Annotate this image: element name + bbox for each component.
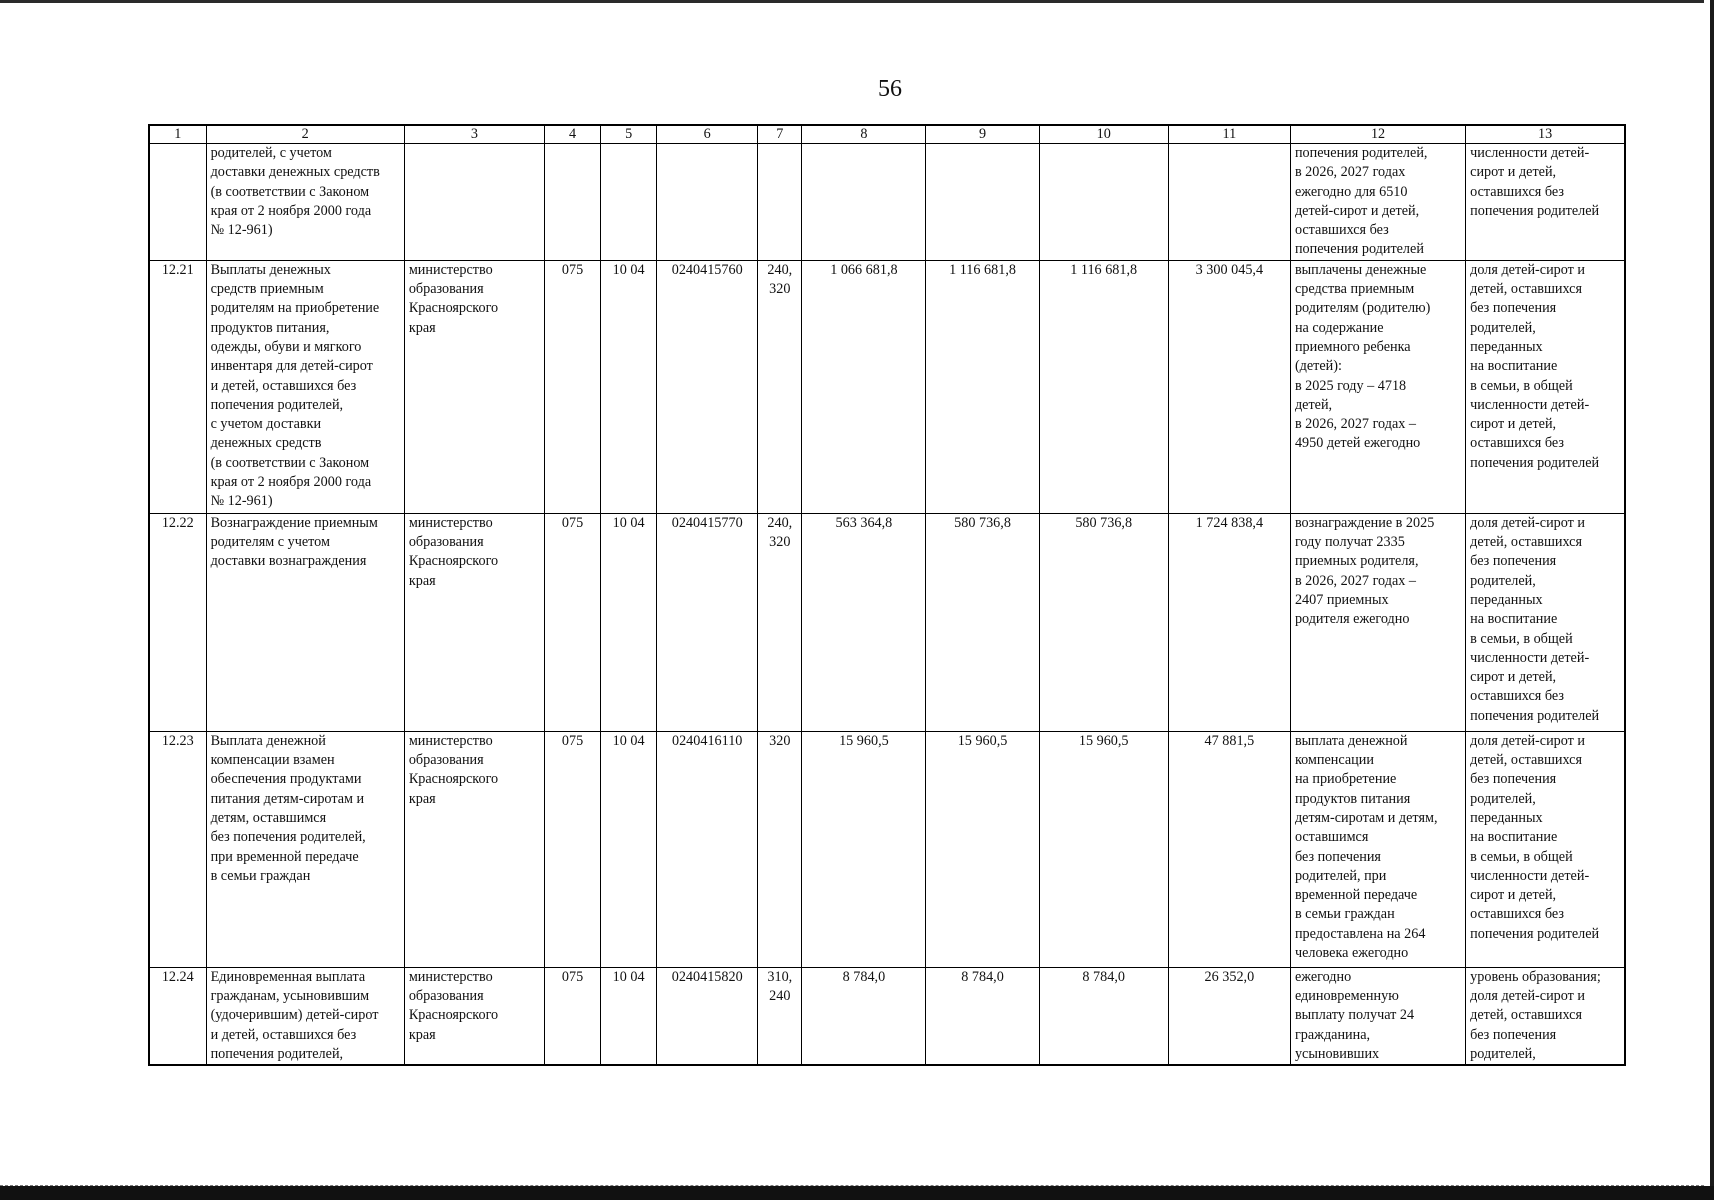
- indicator: численности детей- сирот и детей, оставшихся без попечения родителей: [1466, 144, 1625, 261]
- row-number: 12.22: [149, 513, 206, 731]
- measure-name: Выплаты денежных средств приемным родителям на приобретение продуктов питания, одежды, обуви и мягкого инвентаря для детей-сирот и детей, оставшихся без попечения родителей, с учетом доставки денежных средств (в соответствии с Законом края от 2 ноября 2000 года № 12-961): [206, 260, 404, 513]
- section-code: 10 04: [601, 260, 657, 513]
- expected-result: выплата денежной компенсации на приобретение продуктов питания детям-сиротам и детям, оставшимся без попечения родителей, при временной передаче в семьи граждан предоставлена на 264 человека ежегодно: [1290, 731, 1465, 967]
- grbs-code: 075: [545, 967, 601, 1065]
- amount-2025: 563 364,8: [802, 513, 926, 731]
- amount-2026: 1 116 681,8: [926, 260, 1039, 513]
- responsible-body: министерство образования Красноярского края: [404, 967, 544, 1065]
- grbs-code: 075: [545, 260, 601, 513]
- amount-2027: 8 784,0: [1039, 967, 1168, 1065]
- amount-2027: [1039, 144, 1168, 261]
- grbs-code: 075: [545, 513, 601, 731]
- column-number: 11: [1168, 125, 1290, 144]
- measure-name: Вознаграждение приемным родителям с учетом доставки вознаграждения: [206, 513, 404, 731]
- amount-2026: 580 736,8: [926, 513, 1039, 731]
- expected-result: попечения родителей, в 2026, 2027 годах ежегодно для 6510 детей-сирот и детей, оставшихся без попечения родителей: [1290, 144, 1465, 261]
- indicator: доля детей-сирот и детей, оставшихся без попечения родителей, переданных на воспитание в семьи, в общей численности детей- сирот и детей, оставшихся без попечения родителей: [1466, 513, 1625, 731]
- expense-type-code: 240, 320: [758, 513, 802, 731]
- column-number: 5: [601, 125, 657, 144]
- row-number: 12.23: [149, 731, 206, 967]
- expected-result: вознаграждение в 2025 году получат 2335 приемных родителя, в 2026, 2027 годах – 2407 приемных родителя ежегодно: [1290, 513, 1465, 731]
- target-article-code: 0240415820: [657, 967, 758, 1065]
- column-number: 6: [657, 125, 758, 144]
- column-number-row: [149, 125, 1625, 144]
- column-number: 8: [802, 125, 926, 144]
- amount-2025: 1 066 681,8: [802, 260, 926, 513]
- column-number: 4: [545, 125, 601, 144]
- amount-total: [1168, 144, 1290, 261]
- indicator: уровень образования; доля детей-сирот и детей, оставшихся без попечения родителей,: [1466, 967, 1625, 1065]
- amount-2027: 15 960,5: [1039, 731, 1168, 967]
- grbs-code: [545, 144, 601, 261]
- table-row: [149, 731, 1625, 967]
- amount-2026: 8 784,0: [926, 967, 1039, 1065]
- target-article-code: 0240415760: [657, 260, 758, 513]
- expense-type-code: 240, 320: [758, 260, 802, 513]
- section-code: 10 04: [601, 513, 657, 731]
- measure-name: Выплата денежной компенсации взамен обеспечения продуктами питания детям-сиротам и детям, оставшимся без попечения родителей, при временной передаче в семьи граждан: [206, 731, 404, 967]
- column-number: 7: [758, 125, 802, 144]
- indicator: доля детей-сирот и детей, оставшихся без попечения родителей, переданных на воспитание в семьи, в общей численности детей- сирот и детей, оставшихся без попечения родителей: [1466, 260, 1625, 513]
- target-article-code: [657, 144, 758, 261]
- column-number: 13: [1466, 125, 1625, 144]
- column-number: 12: [1290, 125, 1465, 144]
- column-number: 2: [206, 125, 404, 144]
- responsible-body: [404, 144, 544, 261]
- amount-total: 47 881,5: [1168, 731, 1290, 967]
- target-article-code: 0240415770: [657, 513, 758, 731]
- expected-result: ежегодно единовременную выплату получат 24 гражданина, усыновивших: [1290, 967, 1465, 1065]
- page-number: 56: [878, 76, 902, 102]
- expected-result: выплачены денежные средства приемным родителям (родителю) на содержание приемного ребенка (детей): в 2025 году – 4718 детей, в 2026, 2027 годах – 4950 детей ежегодно: [1290, 260, 1465, 513]
- target-article-code: 0240416110: [657, 731, 758, 967]
- amount-2025: [802, 144, 926, 261]
- amount-total: 1 724 838,4: [1168, 513, 1290, 731]
- responsible-body: министерство образования Красноярского края: [404, 731, 544, 967]
- indicator: доля детей-сирот и детей, оставшихся без попечения родителей, переданных на воспитание в семьи, в общей численности детей- сирот и детей, оставшихся без попечения родителей: [1466, 731, 1625, 967]
- measure-name: Единовременная выплата гражданам, усыновившим (удочерившим) детей-сирот и детей, оставшихся без попечения родителей,: [206, 967, 404, 1065]
- row-number: 12.24: [149, 967, 206, 1065]
- column-number: 3: [404, 125, 544, 144]
- expense-type-code: 310, 240: [758, 967, 802, 1065]
- column-number: 9: [926, 125, 1039, 144]
- table-row: [149, 144, 1625, 261]
- scan-edge-right: [1704, 0, 1714, 1200]
- measure-name: родителей, с учетом доставки денежных средств (в соответствии с Законом края от 2 ноября 2000 года № 12-961): [206, 144, 404, 261]
- section-code: 10 04: [601, 731, 657, 967]
- table-row: [149, 260, 1625, 513]
- column-number: 1: [149, 125, 206, 144]
- amount-total: 3 300 045,4: [1168, 260, 1290, 513]
- scan-edge-top: [0, 0, 1714, 6]
- expense-type-code: 320: [758, 731, 802, 967]
- row-number: 12.21: [149, 260, 206, 513]
- expense-type-code: [758, 144, 802, 261]
- amount-2026: [926, 144, 1039, 261]
- table-row: [149, 513, 1625, 731]
- scan-edge-bottom: [0, 1186, 1714, 1200]
- amount-2025: 15 960,5: [802, 731, 926, 967]
- amount-total: 26 352,0: [1168, 967, 1290, 1065]
- column-number: 10: [1039, 125, 1168, 144]
- program-measures-table: [148, 124, 1626, 1066]
- responsible-body: министерство образования Красноярского края: [404, 513, 544, 731]
- table-row: [149, 967, 1625, 1065]
- grbs-code: 075: [545, 731, 601, 967]
- amount-2027: 1 116 681,8: [1039, 260, 1168, 513]
- amount-2025: 8 784,0: [802, 967, 926, 1065]
- section-code: [601, 144, 657, 261]
- responsible-body: министерство образования Красноярского края: [404, 260, 544, 513]
- section-code: 10 04: [601, 967, 657, 1065]
- row-number: [149, 144, 206, 261]
- amount-2026: 15 960,5: [926, 731, 1039, 967]
- amount-2027: 580 736,8: [1039, 513, 1168, 731]
